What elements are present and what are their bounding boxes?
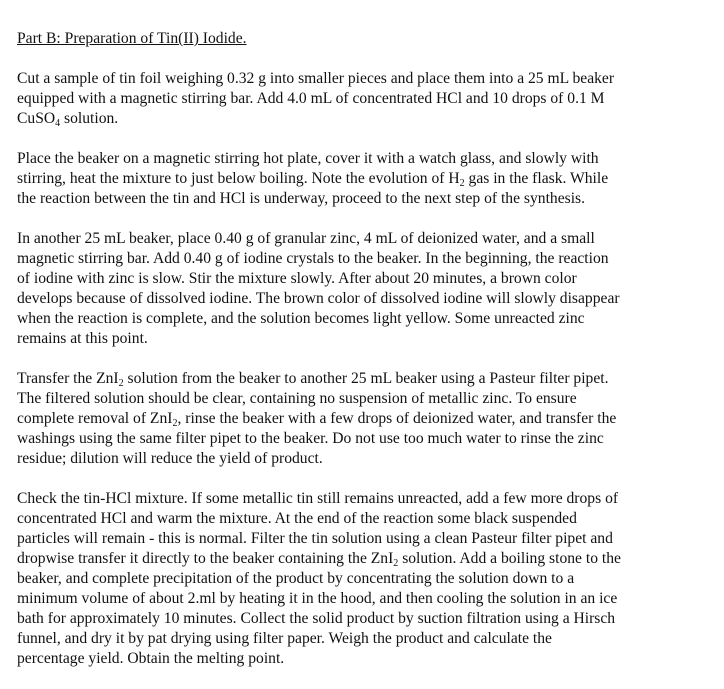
text-run: concentrated HCl and warm the mixture. At the end of the reaction some black suspended [17, 510, 577, 527]
subscript: 2 [172, 418, 178, 429]
subscript: 2 [459, 178, 465, 189]
text-line [17, 229, 717, 249]
text-line [17, 89, 717, 109]
text-run: The filtered solution should be clear, containing no suspension of metallic zinc. To ensure [17, 390, 577, 407]
paragraph-3 [17, 229, 717, 349]
text-run: when the reaction is complete, and the solution becomes light yellow. Some unreacted zinc [17, 310, 585, 327]
text-line [17, 149, 717, 169]
paragraph-5 [17, 489, 717, 669]
text-line [17, 289, 717, 309]
text-line [17, 609, 717, 629]
text-run: Transfer the ZnI [17, 370, 119, 387]
subscript: 4 [55, 118, 61, 129]
text-run: dropwise transfer it directly to the beaker containing the ZnI [17, 550, 394, 567]
text-line [17, 569, 717, 589]
paragraph-container [17, 69, 717, 669]
subscript: 2 [118, 378, 124, 389]
text-run: of iodine with zinc is slow. Stir the mixture slowly. After about 20 minutes, a brown color [17, 270, 577, 287]
section-heading: Part B: Preparation of Tin(II) Iodide. [17, 30, 247, 47]
text-run: Check the tin-HCl mixture. If some metallic tin still remains unreacted, add a few more drops of [17, 490, 619, 507]
text-run: develops because of dissolved iodine. The brown color of dissolved iodine will slowly disappear [17, 290, 620, 307]
text-line [17, 589, 717, 609]
paragraph-1 [17, 69, 717, 129]
text-line [17, 309, 717, 329]
paragraph-2 [17, 149, 717, 209]
text-run: Place the beaker on a magnetic stirring hot plate, cover it with a watch glass, and slowly with [17, 150, 599, 167]
text-line [17, 189, 717, 209]
text-run: beaker, and complete precipitation of the product by concentrating the solution down to a [17, 570, 575, 587]
text-line [17, 629, 717, 649]
text-run: solution. Add a boiling stone to the [398, 550, 621, 567]
text-line [17, 109, 717, 129]
text-run: percentage yield. Obtain the melting point. [17, 650, 285, 667]
text-run: bath for approximately 10 minutes. Collect the solid product by suction filtration using a Hirsch [17, 610, 616, 627]
text-run: funnel, and dry it by pat drying using filter paper. Weigh the product and calculate the [17, 630, 552, 647]
text-run: CuSO [17, 110, 56, 127]
text-line [17, 269, 717, 289]
text-run: complete removal of ZnI [17, 410, 173, 427]
text-line [17, 529, 717, 549]
text-run: gas in the flask. While [464, 170, 609, 187]
text-run: solution. [60, 110, 119, 127]
text-line [17, 369, 717, 389]
text-run: stirring, heat the mixture to just below boiling. Note the evolution of H [17, 170, 460, 187]
text-line [17, 429, 717, 449]
text-line [17, 69, 717, 89]
text-run: minimum volume of about 2.ml by heating it in the hood, and then cooling the solution in an ice [17, 590, 618, 607]
text-run: equipped with a magnetic stirring bar. Add 4.0 mL of concentrated HCl and 10 drops of 0.1 M [17, 90, 605, 107]
text-line [17, 649, 717, 669]
text-run: Cut a sample of tin foil weighing 0.32 g into smaller pieces and place them into a 25 mL beaker [17, 70, 615, 87]
text-line [17, 409, 717, 429]
text-run: the reaction between the tin and HCl is underway, proceed to the next step of the synthesis. [17, 190, 585, 207]
text-run: remains at this point. [17, 330, 148, 347]
text-line [17, 509, 717, 529]
text-line [17, 389, 717, 409]
text-run: solution from the beaker to another 25 mL beaker using a Pasteur filter pipet. [123, 370, 609, 387]
subscript: 2 [393, 558, 399, 569]
paragraph-4 [17, 369, 717, 469]
text-run: , rinse the beaker with a few drops of deionized water, and transfer the [177, 410, 617, 427]
text-run: particles will remain - this is normal. Filter the tin solution using a clean Pasteur filter pipet and [17, 530, 613, 547]
text-line [17, 489, 717, 509]
text-line [17, 169, 717, 189]
text-run: In another 25 mL beaker, place 0.40 g of granular zinc, 4 mL of deionized water, and a small [17, 230, 595, 247]
document-page [17, 29, 717, 689]
text-line [17, 449, 717, 469]
text-line [17, 549, 717, 569]
text-line [17, 329, 717, 349]
text-run: magnetic stirring bar. Add 0.40 g of iodine crystals to the beaker. In the beginning, the reaction [17, 250, 609, 267]
text-run: washings using the same filter pipet to the beaker. Do not use too much water to rinse the zinc [17, 430, 604, 447]
text-run: residue; dilution will reduce the yield of product. [17, 450, 323, 467]
text-line [17, 249, 717, 269]
